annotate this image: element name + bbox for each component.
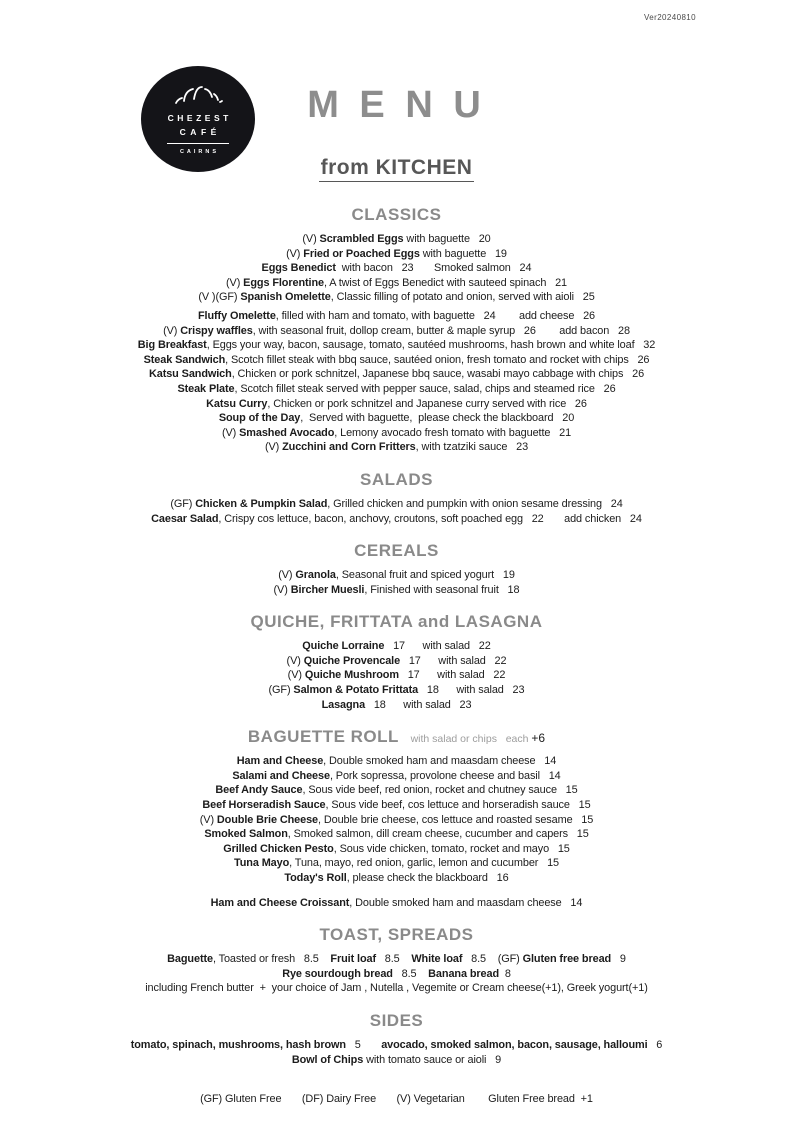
menu-section-toast-spreads (0, 925, 793, 996)
section-title: CLASSICS (351, 205, 442, 224)
menu-item: Ham and Cheese, Double smoked ham and maasdam cheese 14 (236, 755, 557, 768)
menu-section-baguette-roll (0, 727, 793, 910)
menu-item: Eggs Benedict with bacon 23 Smoked salmon 24 (261, 262, 532, 275)
section-title: QUICHE, FRITTATA and LASAGNA (250, 612, 543, 632)
menu-item: (V) Fried or Poached Eggs with baguette 19 (286, 247, 507, 260)
menu-item: (V) Crispy waffles, with seasonal fruit, dollop cream, butter & maple syrup 26 add bacon 28 (163, 324, 630, 337)
menu-item: Beef Horseradish Sauce, Sous vide beef, cos lettuce and horseradish sauce 15 (202, 799, 591, 812)
menu-item: Steak Plate, Scotch fillet steak served with pepper sauce, salad, chips and steamed rice 26 (177, 382, 616, 395)
page-title: M E N U (307, 84, 486, 126)
menu-item: Katsu Curry, Chicken or pork schnitzel and Japanese curry served with rice 26 (206, 397, 587, 410)
section-title-note: with salad or chips each (398, 733, 532, 746)
menu-section-cereals (0, 541, 793, 597)
menu-item: Tuna Mayo, Tuna, mayo, red onion, garlic, lemon and cucumber 15 (233, 857, 559, 870)
section-title-note: +6 (531, 731, 546, 746)
menu-item: Today's Roll, please check the blackboard 16 (284, 872, 509, 884)
menu-item: (V) Scrambled Eggs with baguette 20 (302, 233, 491, 245)
menu-item: Caesar Salad, Crispy cos lettuce, bacon, anchovy, croutons, soft poached egg 22 add chicken 24 (151, 512, 642, 525)
menu-item: (V) Double Brie Cheese, Double brie cheese, cos lettuce and roasted sesame 15 (199, 813, 594, 826)
menu-item: (V) Granola, Seasonal fruit and spiced yogurt 19 (278, 569, 515, 582)
menu-section-salads (0, 470, 793, 526)
menu-item: (V) Eggs Florentine, A twist of Eggs Benedict with sauteed spinach 21 (226, 276, 567, 289)
menu-item: Fluffy Omelette, filled with ham and tomato, with baguette 24 add cheese 26 (198, 309, 595, 322)
menu-section-quiche-frittata-lasagna (0, 612, 793, 712)
menu-item: tomato, spinach, mushrooms, hash brown 5 avocado, smoked salmon, bacon, sausage, halloumi 6 (130, 1038, 663, 1051)
section-title: BAGUETTE ROLL with salad or chips each +6 (247, 727, 546, 747)
menu-item: Ham and Cheese Croissant, Double smoked ham and maasdam cheese 14 (210, 896, 583, 909)
menu-item: (V )(GF) Spanish Omelette, Classic filling of potato and onion, served with aioli 25 (198, 291, 595, 304)
menu-item: Salami and Cheese, Pork sopressa, provolone cheese and basil 14 (232, 769, 561, 782)
menu-item: Bowl of Chips with tomato sauce or aioli 9 (291, 1053, 502, 1066)
dietary-legend: (GF) Gluten Free (DF) Dairy Free (V) Vegetarian Gluten Free bread +1 (200, 1093, 593, 1106)
menu-item: Big Breakfast, Eggs your way, bacon, sausage, tomato, sautéed mushrooms, hash brown and white loaf 32 (137, 339, 656, 352)
section-title: TOAST, SPREADS (319, 925, 474, 945)
menu-item: Beef Andy Sauce, Sous vide beef, red onion, rocket and chutney sauce 15 (215, 784, 578, 797)
menu-item: (V) Quiche Provencale 17 with salad 22 (286, 654, 507, 667)
kitchen-subtitle: from KITCHEN (319, 156, 475, 182)
menu-section-classics (0, 205, 793, 455)
logo-cafe-name: CHEZEST (167, 112, 232, 123)
subtitle-row (0, 156, 793, 182)
menu-item: (V) Zucchini and Corn Fritters, with tzatziki sauce 23 (264, 441, 529, 454)
menu-item: Quiche Lorraine 17 with salad 22 (302, 640, 491, 653)
menu-sections (0, 200, 793, 1105)
menu-item: including French butter + your choice of Jam , Nutella , Vegemite or Cream cheese(+1), Greek yogurt(+1) (145, 982, 648, 995)
menu-item: Steak Sandwich, Scotch fillet steak with bbq sauce, sautéed onion, fresh tomato and rocket with chips 26 (143, 353, 650, 366)
menu-item: (V) Smashed Avocado, Lemony avocado fresh tomato with baguette 21 (221, 426, 572, 439)
logo-city: CAIRNS (179, 148, 220, 155)
menu-item: Lasagna 18 with salad 23 (321, 698, 472, 711)
menu-item: (V) Bircher Muesli, Finished with seasonal fruit 18 (273, 583, 520, 596)
menu-item: Smoked Salmon, Smoked salmon, dill cream cheese, cucumber and capers 15 (204, 828, 589, 841)
logo-divider (167, 143, 229, 144)
menu-item: (GF) Salmon & Potato Frittata 18 with salad 23 (268, 684, 525, 697)
menu-item: Soup of the Day, Served with baguette, please check the blackboard 20 (218, 412, 575, 425)
version-label: Ver20240810 (644, 13, 697, 22)
menu-item: Rye sourdough bread 8.5 Banana bread 8 (282, 967, 511, 980)
menu-section-sides (0, 1011, 793, 1067)
menu-item: Katsu Sandwich, Chicken or pork schnitzel, Japanese bbq sauce, wasabi mayo cabbage with chips 26 (148, 368, 645, 381)
menu-item: Baguette, Toasted or fresh 8.5 Fruit loaf 8.5 White loaf 8.5 (GF) Gluten free bread 9 (167, 953, 626, 966)
section-title: SIDES (369, 1010, 424, 1030)
logo-cafe-word: CAFÉ (179, 126, 221, 137)
menu-item: Grilled Chicken Pesto, Sous vide chicken, tomato, rocket and mayo 15 (223, 842, 570, 855)
menu-item: (V) Quiche Mushroom 17 with salad 22 (287, 669, 506, 682)
section-title: SALADS (360, 469, 433, 489)
section-title: CEREALS (354, 541, 439, 561)
menu-item: (GF) Chicken & Pumpkin Salad, Grilled chicken and pumpkin with onion sesame dressing 24 (170, 497, 623, 510)
